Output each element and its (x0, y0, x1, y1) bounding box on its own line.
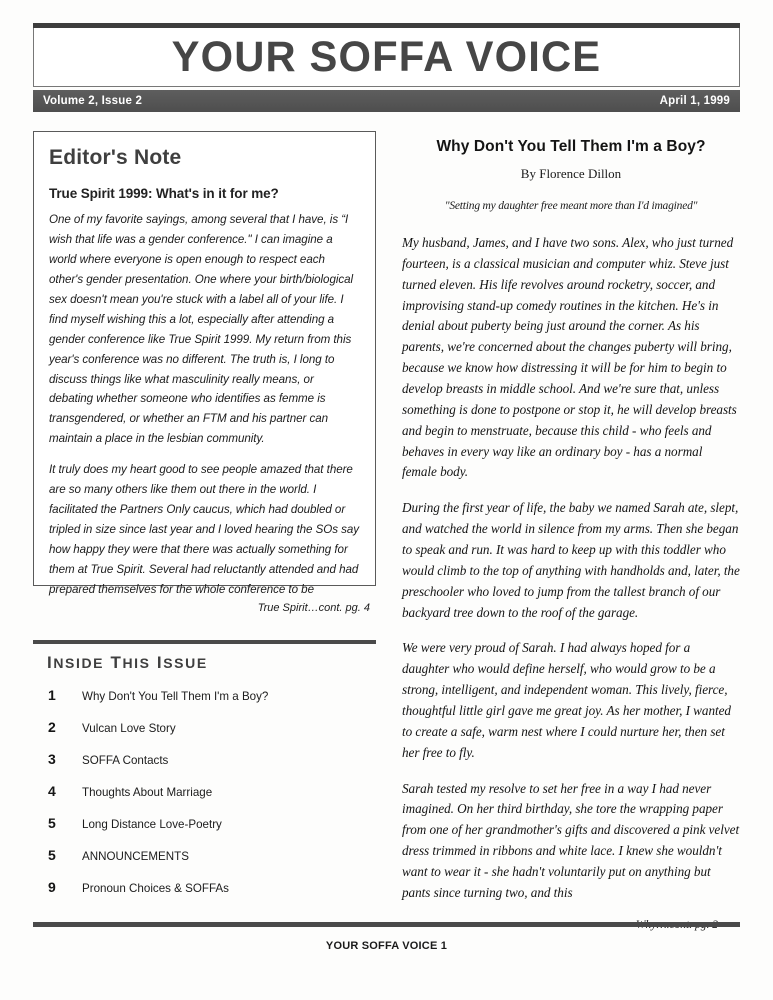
toc-heading-part: NSIDE (53, 655, 105, 671)
article-paragraph: We were very proud of Sarah. I had always hoped for a daughter who would define herself, who would grow to be a strong, intelligent, and independent woman. This lively, fierce, thoughtful little girl gave me great joy. As her mother, I wanted to create a safe, warm nest where I could nurture her, then set her free to fly. (402, 640, 731, 760)
article-paragraph: My husband, James, and I have two sons. Alex, who just turned fourteen, is a classical musician and computer whiz. Steve just turned eleven. His life revolves around rocketry, soccer, and improvising stand-up comedy routines in the kitchen. He's in denial about puberty being just around the corner. As his parents, we're concerned about the changes puberty will bring, because we know how distressing it will be for him to begin to develop breasts in middle school. And we're sure that, unless something is done to postpone or stop it, he will develop breasts and begin to menstruate, because this child - who feels and behaves in every way like an ordinary boy - has a normal female body. (402, 235, 737, 480)
list-item[interactable] (33, 751, 376, 767)
toc-page-number: 3 (48, 751, 56, 767)
toc-page-number: 2 (48, 719, 56, 735)
issue-bar (33, 90, 740, 112)
toc-entry-label: Thoughts About Marriage (82, 786, 213, 799)
editors-note-body (49, 210, 360, 600)
list-item[interactable] (33, 687, 376, 703)
toc-entry-label: Vulcan Love Story (82, 722, 176, 735)
article-paragraph: During the first year of life, the baby we named Sarah ate, slept, and watched the world in silence from my arms. Then she began to speak and run. It was hard to keep up with this toddler who would climb to the top of anything with handholds and, later, the preschooler who loved to jump from the tallest branch of our backyard tree down to the roof of the garage. (402, 500, 740, 620)
toc-page-number: 1 (48, 687, 56, 703)
toc-heading (47, 653, 376, 673)
toc-entry-label: ANNOUNCEMENTS (82, 850, 189, 863)
table-of-contents (33, 640, 376, 895)
publication-title: YOUR SOFFA VOICE (171, 32, 602, 81)
left-column (33, 131, 376, 911)
article-headline: Why Don't You Tell Them I'm a Boy? (436, 138, 706, 155)
editors-note-box (33, 131, 376, 596)
masthead-title-box (33, 28, 740, 87)
toc-entry-label: Pronoun Choices & SOFFAs (82, 882, 229, 895)
editors-note-subtitle: True Spirit 1999: What's in it for me? (49, 186, 279, 201)
toc-list (33, 687, 376, 895)
toc-page-number: 5 (48, 815, 56, 831)
list-item[interactable] (33, 847, 376, 863)
toc-heading-part: I (47, 653, 54, 672)
list-item[interactable] (33, 783, 376, 799)
editors-note-paragraph: It truly does my heart good to see people amazed that there are so many others like them out there in the world. I facilitated the Partners Only caucus, which had doubled or tripled in size since last year and I loved hearing the SOs say how happy they were that there was actually something for them at True Spirit. Several had reluctantly attended and had prepared themselves for the whole conference to be (49, 463, 360, 596)
toc-page-number: 4 (48, 783, 56, 799)
article-body (402, 233, 740, 904)
editors-note-continued: True Spirit…cont. pg. 4 (257, 602, 370, 614)
toc-page-number: 9 (48, 879, 56, 895)
article-byline: By Florence Dillon (520, 166, 622, 181)
toc-heading-part: SSUE (163, 655, 208, 671)
footer-text: YOUR SOFFA VOICE 1 (325, 940, 448, 952)
list-item[interactable] (33, 815, 376, 831)
toc-entry-label: Long Distance Love-Poetry (82, 818, 222, 831)
editors-note-title: Editor's Note (49, 146, 182, 169)
toc-heading-part: HIS (122, 655, 151, 671)
right-column (402, 138, 740, 931)
editors-note-paragraph: One of my favorite sayings, among several that I have, is “I wish that life was a gender conference." I can imagine a world where everyone is open enough to respect each other's gender presentation. One where your birth/biological sex doesn't mean you're stuck with a label all of your life. I find myself wishing this a lot, especially after attending a gender conference like True Spirit 1999. My return from this year's conference was no different. The truth is, I long to discuss things like what masculinity really means, or debating whether someone who identifies as femme is transgendered, or whether an FTM and his partner can maintain a place in the lesbian community. (49, 213, 354, 446)
masthead (33, 23, 740, 112)
toc-heading-part: I (150, 653, 164, 672)
toc-entry-label: Why Don't You Tell Them I'm a Boy? (82, 690, 269, 703)
issue-volume: Volume 2, Issue 2 (43, 95, 143, 107)
footer-rule (33, 922, 740, 927)
toc-page-number: 5 (48, 847, 56, 863)
issue-date: April 1, 1999 (659, 95, 730, 107)
toc-entry-label: SOFFA Contacts (82, 754, 169, 767)
list-item[interactable] (33, 879, 376, 895)
toc-top-rule (33, 640, 376, 644)
article-paragraph: Sarah tested my resolve to set her free in a way I had never imagined. On her third birthday, she tore the wrapping paper from one of her grandmother's gifts and discovered a pink velvet dress trimmed in ribbons and white lace. I knew she wouldn't want to wear it - she hadn't voluntarily put on anything but pants since turning two, and this (402, 780, 740, 900)
article-tagline: "Setting my daughter free meant more than I'd imagined" (444, 200, 698, 212)
toc-heading-part: T (104, 653, 123, 672)
page-footer (33, 922, 740, 952)
list-item[interactable] (33, 719, 376, 735)
